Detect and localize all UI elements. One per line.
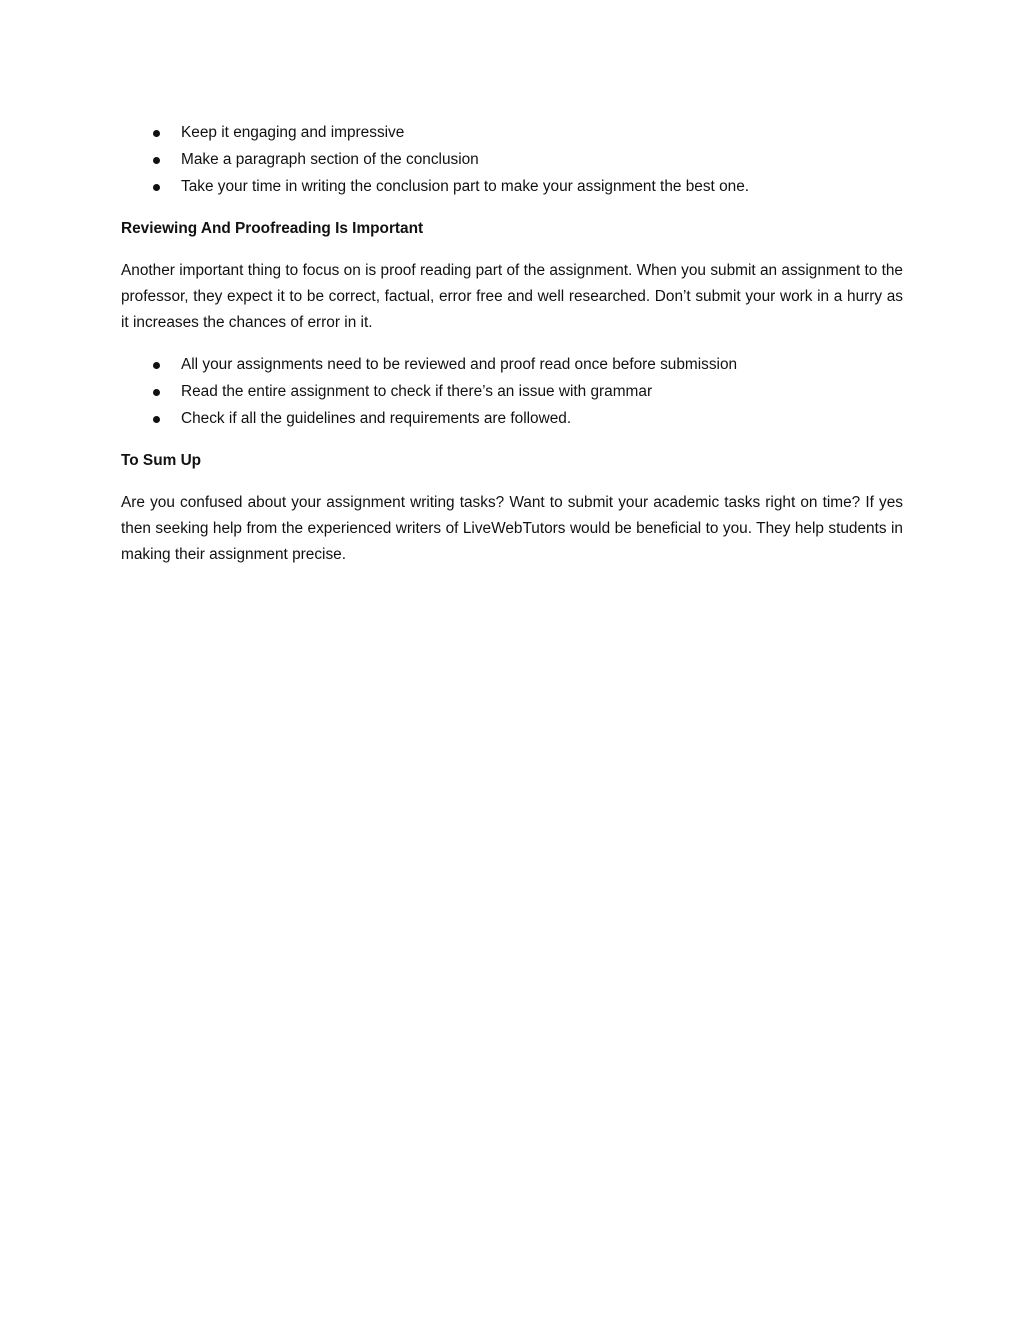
list-item-text: Keep it engaging and impressive — [181, 124, 405, 141]
bullet-icon — [153, 130, 160, 137]
list-item-text: Read the entire assignment to check if there’s an issue with grammar — [181, 383, 653, 400]
list-item — [121, 379, 903, 406]
bullet-icon — [153, 362, 160, 369]
list-item — [121, 352, 903, 379]
paragraph-sum-up: Are you confused about your assignment writing tasks? Want to submit your academic tasks right on time? If yes then seeking help from the experienced writers of LiveWebTutors would be beneficial to you. They help students in making their assignment precise. — [121, 494, 903, 563]
list-item — [121, 120, 903, 147]
document-body — [121, 120, 903, 584]
list-item — [121, 147, 903, 174]
list-item-text: Check if all the guidelines and requirements are followed. — [181, 410, 572, 427]
bullet-list-proofreading — [121, 352, 903, 433]
list-item-text: Make a paragraph section of the conclusion — [181, 151, 479, 168]
bullet-icon — [153, 157, 160, 164]
list-item — [121, 174, 903, 201]
list-item-text: Take your time in writing the conclusion part to make your assignment the best one. — [181, 178, 750, 195]
bullet-icon — [153, 389, 160, 396]
section-heading-sum-up: To Sum Up — [121, 452, 202, 469]
paragraph-reviewing: Another important thing to focus on is proof reading part of the assignment. When you submit an assignment to the professor, they expect it to be correct, factual, error free and well researched. Don’t submit your work in a hurry as it increases the chances of error in it. — [121, 262, 903, 331]
bullet-icon — [153, 184, 160, 191]
bullet-list-conclusion — [121, 120, 903, 201]
list-item — [121, 406, 903, 433]
bullet-icon — [153, 416, 160, 423]
section-heading-reviewing: Reviewing And Proofreading Is Important — [121, 220, 424, 237]
list-item-text: All your assignments need to be reviewed and proof read once before submission — [181, 356, 738, 373]
